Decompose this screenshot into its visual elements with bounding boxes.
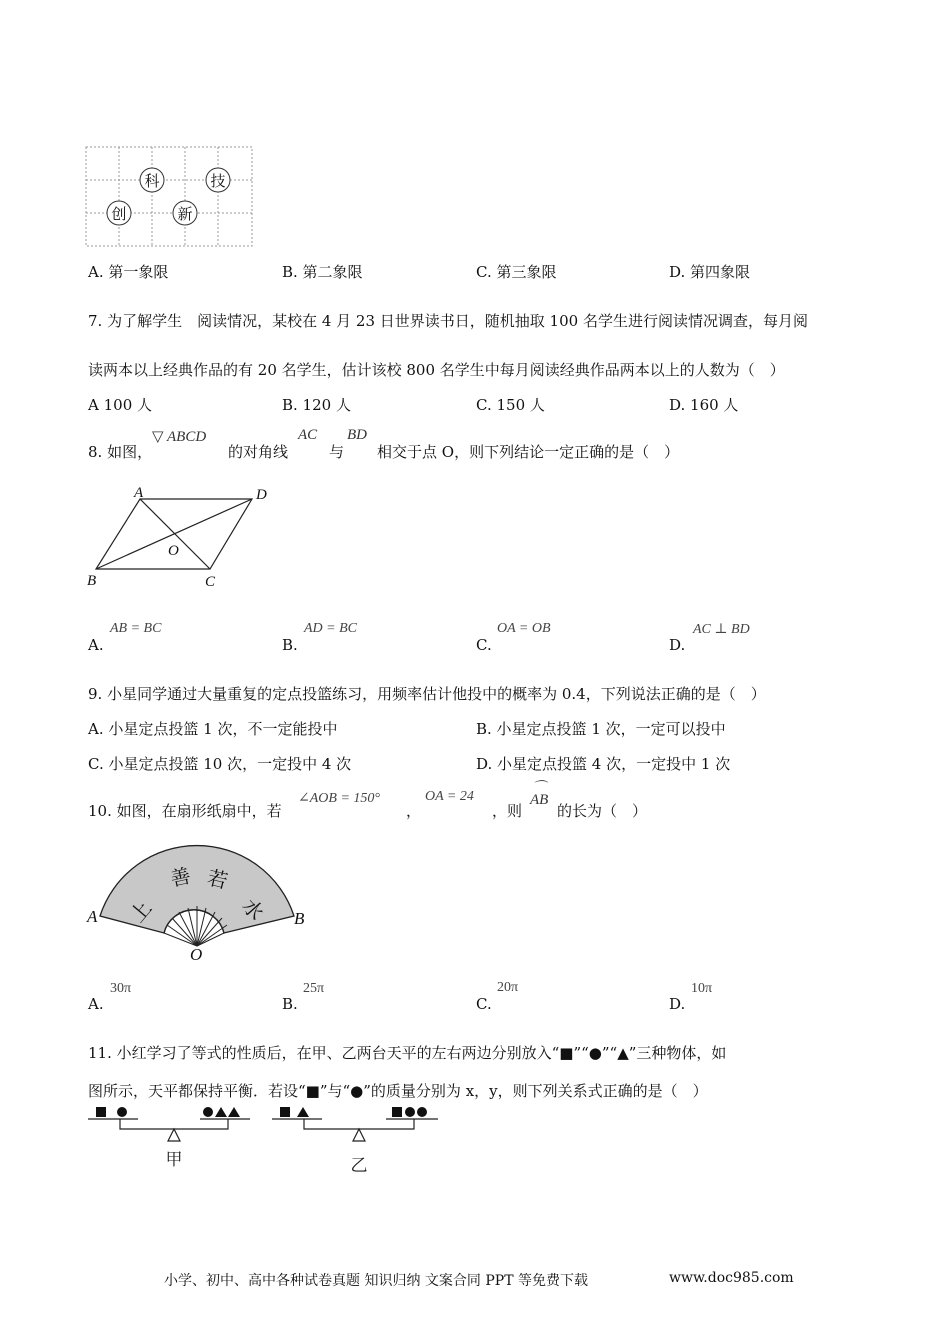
center-label-o: O: [168, 543, 179, 559]
fan-char: 上: [126, 897, 157, 927]
q7-option-b: B. 120 人: [282, 396, 351, 414]
fan-label-a: A: [87, 907, 98, 926]
footer-url[interactable]: www.doc985.com: [669, 1270, 794, 1286]
q10-option-d-letter: D.: [669, 995, 686, 1013]
balance-yi: [272, 1119, 438, 1141]
balance-label-yi: 乙: [350, 1156, 368, 1175]
q8-option-d-letter: D.: [669, 636, 686, 654]
q10-arc-mark: ⌒: [532, 781, 546, 796]
vertex-label-d: D: [256, 487, 267, 503]
grid-char: 创: [111, 207, 127, 223]
q8-option-b-expr: AD = BC: [304, 621, 357, 636]
square-weight: [392, 1107, 402, 1117]
fan-char: 善: [168, 865, 193, 891]
grid-char: 技: [210, 174, 226, 190]
square-weight: [280, 1107, 290, 1117]
q10-option-a-expr: 30π: [110, 981, 132, 996]
q6-option-d: D. 第四象限: [669, 263, 751, 281]
q6-option-b: B. 第二象限: [282, 263, 363, 281]
q10-option-c-letter: C.: [476, 995, 492, 1013]
q8-stem-text: 与: [329, 443, 345, 461]
triangle-weight: [215, 1107, 227, 1117]
q8-option-c-letter: C.: [476, 636, 492, 654]
q10-option-c-expr: 20π: [497, 980, 519, 995]
q8-option-c-expr: OA = OB: [497, 621, 551, 636]
q7-option-a: A 100 人: [88, 396, 152, 414]
triangle-weight: [297, 1107, 309, 1117]
q9-option-b: B. 小星定点投篮 1 次，一定可以投中: [476, 720, 726, 738]
vertex-label-a: A: [134, 485, 144, 501]
circle-weight: [405, 1107, 415, 1117]
q9-option-d: D. 小星定点投篮 4 次，一定投中 1 次: [476, 755, 731, 773]
q9-option-c: C. 小星定点投篮 10 次，一定投中 4 次: [88, 755, 352, 773]
q10-stem-text: ，: [406, 802, 422, 820]
q8-parallelogram-symbol: ▽ ABCD: [152, 429, 207, 445]
q7-stem-line2: 读两本以上经典作品的有 20 名学生，估计该校 800 名学生中每月阅读经典作品两本以上的人数为（ ）: [88, 361, 785, 379]
fan-label-o: O: [190, 945, 203, 964]
q9-stem: 9. 小星同学通过大量重复的定点投篮练习，用频率估计他投中的概率为 0.4，下列说法正确的是（ ）: [88, 685, 766, 703]
q7-option-d: D. 160 人: [669, 396, 739, 414]
q7-stem-line1: 7. 为了解学生 阅读情况，某校在 4 月 23 日世界读书日，随机抽取 100 名学生进行阅读情况调查，每月阅: [88, 312, 808, 330]
q8-option-b-letter: B.: [282, 636, 298, 654]
balance-scales-figure: [84, 1105, 454, 1177]
q10-arc-ab: AB: [530, 792, 549, 808]
q6-option-a: A. 第一象限: [88, 263, 169, 281]
grid-char: 新: [177, 207, 193, 223]
balance-label-jia: 甲: [165, 1150, 183, 1169]
grid-char: 科: [144, 174, 160, 190]
vertex-label-b: B: [87, 573, 97, 589]
circle-weight: [203, 1107, 213, 1117]
q11-stem-line1: 11. 小红学习了等式的性质后，在甲、乙两台天平的左右两边分别放入“■”“●”“▲”三种物体，如: [88, 1044, 727, 1062]
q8-option-a-expr: AB = BC: [110, 621, 162, 636]
q8-ac: AC: [298, 427, 318, 443]
q10-option-b-letter: B.: [282, 995, 298, 1013]
q10-option-a-letter: A.: [88, 995, 104, 1013]
q10-option-d-expr: 10π: [691, 981, 713, 996]
fan-char: 水: [237, 895, 268, 925]
circle-weight: [117, 1107, 127, 1117]
q8-option-d-expr: AC ⊥ BD: [693, 622, 750, 637]
q7-option-c: C. 150 人: [476, 396, 545, 414]
q10-oa: OA = 24: [425, 789, 474, 804]
square-weight: [96, 1107, 106, 1117]
q10-angle: ∠AOB = 150°: [298, 791, 380, 806]
footer-text: 小学、初中、高中各种试卷真题 知识归纳 文案合同 PPT 等免费下载: [164, 1273, 588, 1289]
balance-jia: [88, 1119, 250, 1141]
q9-option-a: A. 小星定点投篮 1 次，不一定能投中: [88, 720, 338, 738]
q10-stem-suffix: 的长为（ ）: [557, 802, 648, 820]
fan-label-b: B: [294, 909, 305, 928]
q8-bd: BD: [347, 427, 367, 443]
q11-stem-line2: 图所示，天平都保持平衡．若设“■”与“●”的质量分别为 x，y，则下列关系式正确的是（ ）: [88, 1082, 708, 1100]
q8-stem-prefix: 8. 如图，: [88, 443, 153, 461]
q10-option-b-expr: 25π: [303, 981, 325, 996]
coordinate-grid-figure: [84, 145, 254, 249]
circle-weight: [417, 1107, 427, 1117]
q10-stem-prefix: 10. 如图，在扇形纸扇中，若: [88, 802, 282, 820]
triangle-weight: [228, 1107, 240, 1117]
parallelogram-figure: [84, 485, 284, 590]
fan-char: 若: [205, 867, 230, 894]
vertex-label-c: C: [205, 574, 216, 590]
q8-stem-suffix: 相交于点 O，则下列结论一定正确的是（ ）: [377, 443, 680, 461]
q6-option-c: C. 第三象限: [476, 263, 557, 281]
q8-option-a-letter: A.: [88, 636, 104, 654]
q10-stem-text: ，则: [492, 802, 523, 820]
q8-stem-text: 的对角线: [228, 443, 289, 461]
fan-figure: [84, 836, 314, 966]
